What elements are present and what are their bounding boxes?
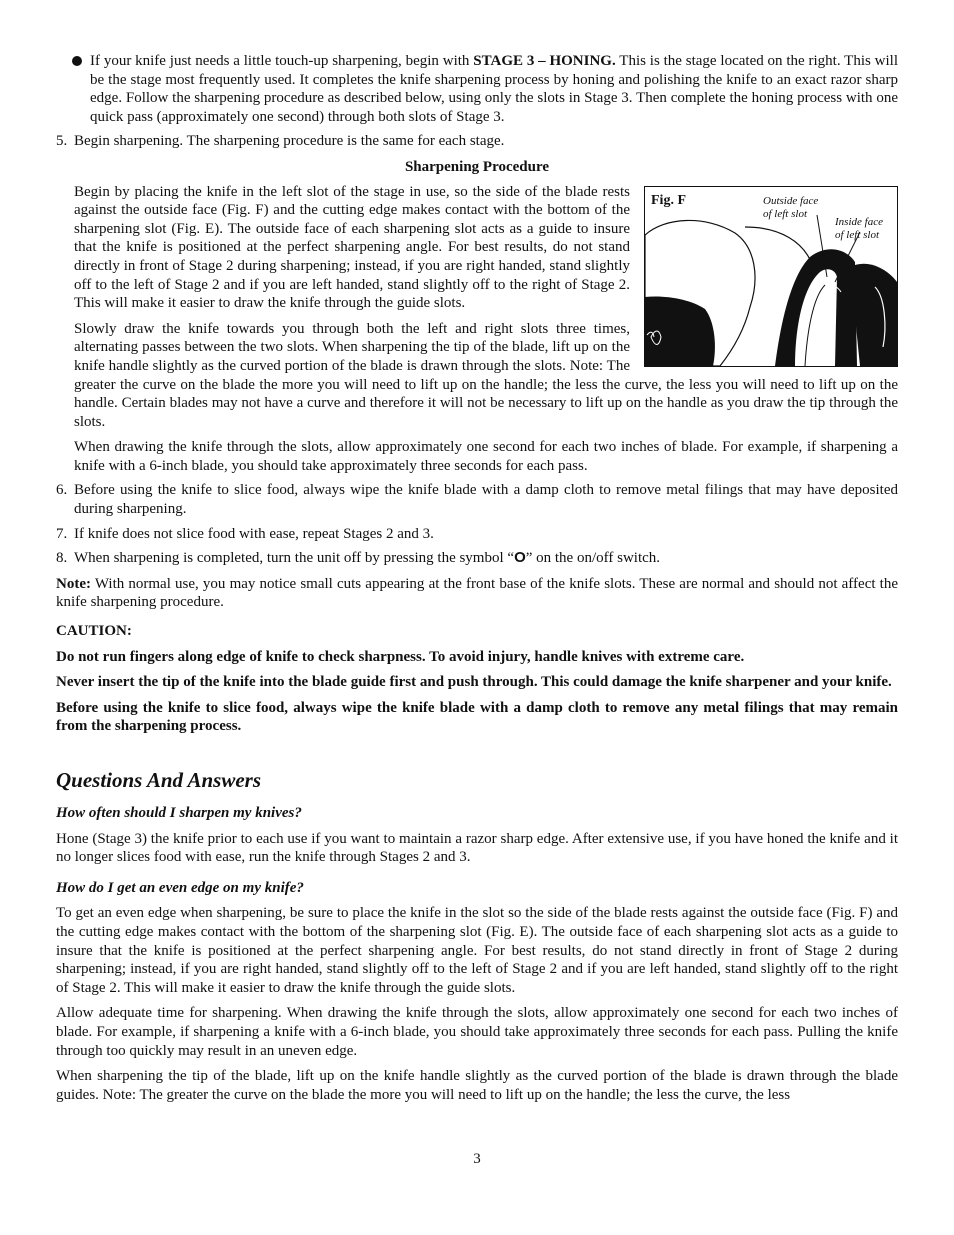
note (56, 575, 898, 612)
step-5-number: 5. (56, 133, 68, 150)
bullet-dot (72, 56, 82, 66)
note-label: Note: (56, 575, 91, 592)
stage3-text-post: This is the stage located on the right. This will be the stage most frequently used. It completes the knife sharpening process by honing and polishing the knife to an exact razor sharp edge. Follow the sharpening procedure as described below, using only the slots in Stage 3. Then complete the honing process with one quick pass (approximately one second) through both slots of Stage 3. (90, 53, 898, 125)
caution-line-1: Do not run fingers along edge of knife to check sharpness. To avoid injury, handle knives with extreme care. (56, 648, 745, 665)
procedure-para-1 (74, 183, 898, 313)
figure-title: Fig. F (651, 192, 686, 208)
step-5 (56, 132, 898, 151)
label-inside-line1: Inside face (835, 215, 883, 228)
figure-f (644, 186, 898, 367)
manual-page (56, 52, 898, 1104)
step-6-text: Before using the knife to slice food, always wipe the knife blade with a damp cloth to remove metal filings that may have deposited during sharpening. (74, 482, 898, 518)
step-8-text-pre: When sharpening is completed, turn the unit off by pressing the symbol “ (74, 550, 515, 567)
question-2: How do I get an even edge on my knife? (56, 879, 304, 896)
step-5-text: Begin sharpening. The sharpening procedure is the same for each stage. (74, 133, 505, 150)
caution-line-2: Never insert the tip of the knife into the blade guide first and push through. This could damage the knife sharpener and your knife. (56, 674, 892, 691)
label-inside-line2: of left slot (835, 228, 879, 241)
step-7-text: If knife does not slice food with ease, repeat Stages 2 and 3. (74, 525, 434, 542)
sharpener-illustration (645, 187, 897, 366)
page-number: 3 (473, 1151, 481, 1167)
procedure-para-1-text: Begin by placing the knife in the left slot of the stage in use, so the side of the blade rests against the outside face (Fig. F) and the cutting edge makes contact with the bottom of the sharpening slot (Fig. E). The outside face of each sharpening slot acts as a guide to insure that the knife is positioned at the perfect sharpening angle. For best results, do not stand directly in front of Stage 2 during sharpening; instead, if you are right handed, stand slightly off to the left of Stage 2 and if you are left handed, stand slightly off to the right of Stage 2. This will make it easier to draw the knife through the guide slots. (74, 183, 630, 312)
caution-heading: CAUTION: (56, 623, 132, 640)
step-6-number: 6. (56, 482, 68, 499)
label-outside-line1: Outside face (763, 194, 819, 207)
stage3-bullet (56, 52, 898, 126)
stage3-label: STAGE 3 – HONING. (473, 53, 616, 69)
qa-title: Questions And Answers (56, 768, 262, 792)
answer-2c: When sharpening the tip of the blade, lift up on the knife handle slightly as the curved portion of the blade is drawn through the blade guides. Note: The greater the curve on the blade the more you will need to lift up on the handle; the less the curve, the less (56, 1068, 898, 1103)
step-8-number: 8. (56, 550, 68, 567)
step-7-number: 7. (56, 525, 68, 542)
figure-f-frame (644, 186, 898, 367)
answer-2b: Allow adequate time for sharpening. When drawing the knife through the slots, allow approximately one second for each two inches of blade. For example, if sharpening a knife with a 6-inch blade, you should take approximately three seconds for each pass. Pulling the knife through too quickly may result in an uneven edge. (56, 1005, 898, 1059)
step-7 (56, 525, 898, 544)
stage3-text-pre: If your knife just needs a little touch-up sharpening, begin with (90, 53, 474, 69)
answer-2: To get an even edge when sharpening, be sure to place the knife in the slot so the side of the blade rests against the outside face (Fig. F) and the cutting edge makes contact with the bottom of the sharpening slot (Fig. E). The outside face of each sharpening slot acts as a guide to insure that the knife is positioned at the perfect sharpening angle. For best results, do not stand directly in front of Stage 2 during sharpening; instead, if you are right handed, stand slightly off to the left of Stage 2 and if you are left handed, stand slightly off to the right of Stage 2. This will make it easier to draw the knife through the guide slots. (56, 905, 898, 996)
step-6 (56, 481, 898, 518)
answer-1: Hone (Stage 3) the knife prior to each use if you want to maintain a razor sharp edge. After extensive use, if you have honed the knife and it no longer slices food with ease, run the knife through Stages 2 and 3. (56, 830, 898, 866)
procedure-body (56, 183, 898, 476)
step-8 (56, 549, 898, 568)
question-1: How often should I sharpen my knives? (56, 805, 302, 821)
label-outside-line2: of left slot (763, 207, 807, 220)
off-symbol: O (514, 549, 526, 567)
procedure-heading: Sharpening Procedure (404, 158, 550, 175)
step-8-text-post: ” on the on/off switch. (525, 550, 661, 567)
note-text: With normal use, you may notice small cuts appearing at the front base of the knife slots. These are normal and should not affect the knife sharpening procedure. (56, 575, 898, 611)
procedure-para-3: When drawing the knife through the slots, allow approximately one second for each two inches of blade. For example, if sharpening a knife with a 6-inch blade, you should take approximately three seconds for each pass. (74, 439, 898, 474)
caution-line-3: Before using the knife to slice food, always wipe the knife blade with a damp cloth to remove any metal filings that may remain from the sharpening process. (56, 699, 898, 735)
procedure-para-2: Slowly draw the knife towards you through both the left and right slots three times, alternating passes between the two slots. When sharpening the tip of the blade, lift up on the knife handle slightly as the curved portion of the blade is drawn through the slots. Note: The greater the curve on the blade the more you will need to lift up on the handle; the less the curve, the less you will need to lift up on the handle. Certain blades may not have a curve and therefore it will not be necessary to lift up on the handle as you draw the tip through the slots. (74, 320, 898, 430)
